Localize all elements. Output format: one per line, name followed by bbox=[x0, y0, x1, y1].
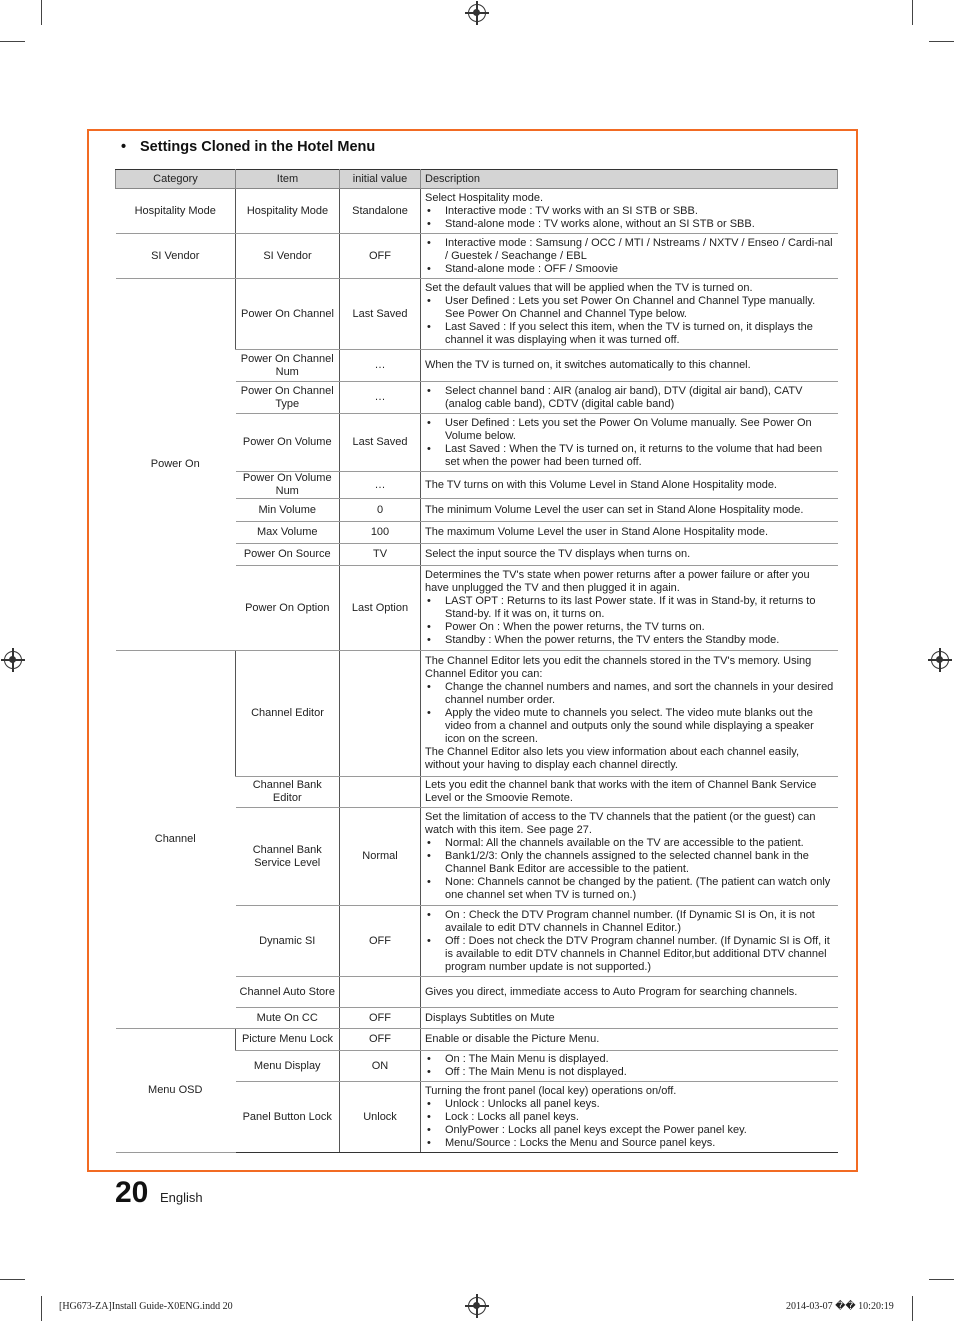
initial-value-cell: Unlock bbox=[340, 1082, 421, 1153]
initial-value-cell: TV bbox=[340, 544, 421, 566]
registration-mark-icon bbox=[931, 651, 949, 669]
description-bullet: • LAST OPT : Returns to its last Power state. If it was in Stand-by, it returns to Stand-by. If it was on, it turns on. bbox=[425, 595, 834, 621]
description-list bbox=[425, 909, 834, 974]
description-text: The Channel Editor lets you edit the channels stored in the TV's memory. Using Channel Editor you can: bbox=[425, 655, 812, 680]
description-bullet: • Off : The Main Menu is not displayed. bbox=[425, 1066, 834, 1079]
item-cell: Max Volume bbox=[236, 522, 340, 544]
description-list bbox=[425, 837, 834, 902]
description-text: The maximum Volume Level the user in Stand Alone Hospitality mode. bbox=[425, 526, 769, 538]
item-cell: Power On Option bbox=[236, 566, 340, 651]
crop-mark bbox=[929, 1279, 954, 1280]
crop-mark bbox=[929, 41, 954, 42]
crop-mark bbox=[41, 0, 42, 25]
description-bullet: • Lock : Locks all panel keys. bbox=[425, 1111, 834, 1124]
description-text: Determines the TV's state when power returns after a power failure or after you have unplugged the TV and then plugged it in again. bbox=[425, 569, 810, 594]
description-list bbox=[425, 681, 834, 746]
description-cell bbox=[421, 234, 838, 279]
initial-value-cell: 100 bbox=[340, 522, 421, 544]
description-list bbox=[425, 595, 834, 647]
description-cell bbox=[421, 279, 838, 350]
description-text: The TV turns on with this Volume Level in Stand Alone Hospitality mode. bbox=[425, 478, 777, 491]
description-cell bbox=[421, 777, 838, 808]
description-bullet: • Unlock : Unlocks all panel keys. bbox=[425, 1098, 834, 1111]
item-cell: Menu Display bbox=[236, 1051, 340, 1082]
description-bullet: • On : The Main Menu is displayed. bbox=[425, 1053, 834, 1066]
description-text: Select the input source the TV displays when turns on. bbox=[425, 548, 691, 560]
page-language: English bbox=[160, 1190, 203, 1205]
item-cell: Power On Channel bbox=[236, 279, 340, 350]
settings-table bbox=[115, 169, 838, 1153]
heading-bullet: • bbox=[121, 139, 127, 155]
description-cell bbox=[421, 566, 838, 651]
description-bullet: • Power On : When the power returns, the TV turns on. bbox=[425, 621, 834, 634]
description-cell bbox=[421, 414, 838, 472]
registration-mark-icon bbox=[468, 4, 486, 22]
header-initial-value: initial value bbox=[340, 170, 421, 189]
description-bullet: • Off : Does not check the DTV Program channel number. (If Dynamic SI is Off, it is available to edit DTV channels in Channel Editor,but additional DTV channel program number update is not supported.) bbox=[425, 935, 834, 974]
crop-mark bbox=[0, 41, 25, 42]
crop-mark bbox=[41, 1296, 42, 1321]
description-list bbox=[425, 295, 834, 347]
description-bullet: • Change the channel numbers and names, and sort the channels in your desired channel number order. bbox=[425, 681, 834, 707]
item-cell: Power On Channel Type bbox=[236, 382, 340, 414]
item-cell: Channel Editor bbox=[236, 651, 340, 777]
description-cell bbox=[421, 499, 838, 522]
registration-mark-icon bbox=[468, 1297, 486, 1315]
description-bullet: • OnlyPower : Locks all panel keys except the Power panel key. bbox=[425, 1124, 834, 1137]
description-cell bbox=[421, 382, 838, 414]
description-bullet: • Interactive mode : Samsung / OCC / MTI / Nstreams / NXTV / Enseo / Cardi-nal / Guestek / Seachange / EBL bbox=[425, 237, 834, 263]
initial-value-cell: Last Saved bbox=[340, 279, 421, 350]
description-text: Displays Subtitles on Mute bbox=[425, 1011, 555, 1024]
initial-value-cell: OFF bbox=[340, 1008, 421, 1029]
description-cell bbox=[421, 544, 838, 566]
initial-value-cell: OFF bbox=[340, 234, 421, 279]
description-list bbox=[425, 1053, 834, 1079]
description-text: Enable or disable the Picture Menu. bbox=[425, 1033, 600, 1045]
initial-value-cell: OFF bbox=[340, 1029, 421, 1051]
description-cell bbox=[421, 977, 838, 1008]
description-text: Set the default values that will be applied when the TV is turned on. bbox=[425, 281, 753, 294]
category-cell: Menu OSD bbox=[116, 1029, 236, 1153]
description-cell bbox=[421, 808, 838, 906]
heading-text: Settings Cloned in the Hotel Menu bbox=[140, 139, 376, 155]
crop-mark bbox=[912, 1296, 913, 1321]
description-bullet: • Stand-alone mode : TV works alone, without an SI STB or SBB. bbox=[425, 218, 834, 231]
table-row bbox=[116, 651, 838, 777]
description-text: The minimum Volume Level the user can set in Stand Alone Hospitality mode. bbox=[425, 503, 804, 516]
description-cell bbox=[421, 651, 838, 777]
table-body bbox=[116, 189, 838, 1153]
description-bullet: • Interactive mode : TV works with an SI STB or SBB. bbox=[425, 205, 834, 218]
crop-mark bbox=[0, 1279, 25, 1280]
description-cell bbox=[421, 1082, 838, 1153]
table-header-row bbox=[116, 170, 838, 189]
description-cell bbox=[421, 472, 838, 499]
category-cell: Hospitality Mode bbox=[116, 189, 236, 234]
description-cell bbox=[421, 906, 838, 977]
description-cell bbox=[421, 350, 838, 382]
initial-value-cell: … bbox=[340, 382, 421, 414]
category-cell: Power On bbox=[116, 279, 236, 651]
item-cell: Hospitality Mode bbox=[236, 189, 340, 234]
header-item: Item bbox=[236, 170, 340, 189]
description-bullet: • Normal: All the channels available on the TV are accessible to the patient. bbox=[425, 837, 834, 850]
description-bullet: • Menu/Source : Locks the Menu and Source panel keys. bbox=[425, 1137, 834, 1150]
description-list bbox=[425, 237, 834, 276]
description-bullet: • Stand-alone mode : OFF / Smoovie bbox=[425, 263, 834, 276]
description-list bbox=[425, 417, 834, 469]
item-cell: SI Vendor bbox=[236, 234, 340, 279]
item-cell: Min Volume bbox=[236, 499, 340, 522]
header-description: Description bbox=[421, 170, 838, 189]
page-number: 20 bbox=[115, 1176, 149, 1209]
description-cell bbox=[421, 1051, 838, 1082]
description-bullet: • On : Check the DTV Program channel number. (If Dynamic SI is On, it is not availale to edit DTV channels in Channel Editor.) bbox=[425, 909, 834, 935]
item-cell: Power On Volume Num bbox=[236, 472, 340, 499]
description-bullet: • Select channel band : AIR (analog air band), DTV (digital air band), CATV (analog cable band), CDTV (digital cable band) bbox=[425, 385, 834, 411]
description-bullet: • Last Saved : When the TV is turned on, it returns to the volume that had been set when the power had been turned off. bbox=[425, 443, 834, 469]
crop-mark bbox=[912, 0, 913, 25]
initial-value-cell: Standalone bbox=[340, 189, 421, 234]
item-cell: Power On Source bbox=[236, 544, 340, 566]
description-cell bbox=[421, 1029, 838, 1051]
item-cell: Mute On CC bbox=[236, 1008, 340, 1029]
initial-value-cell: ON bbox=[340, 1051, 421, 1082]
description-text: Turning the front panel (local key) operations on/off. bbox=[425, 1084, 677, 1097]
initial-value-cell: Normal bbox=[340, 808, 421, 906]
item-cell: Picture Menu Lock bbox=[236, 1029, 340, 1051]
description-text: The Channel Editor also lets you view information about each channel easily, without your having to display each channel directly. bbox=[425, 746, 800, 771]
initial-value-cell: Last Option bbox=[340, 566, 421, 651]
description-text: Select Hospitality mode. bbox=[425, 191, 543, 204]
initial-value-cell bbox=[340, 777, 421, 808]
initial-value-cell bbox=[340, 651, 421, 777]
item-cell: Channel Bank Editor bbox=[236, 777, 340, 808]
section-heading bbox=[121, 139, 375, 155]
item-cell: Channel Bank Service Level bbox=[236, 808, 340, 906]
description-list bbox=[425, 385, 834, 411]
initial-value-cell: OFF bbox=[340, 906, 421, 977]
category-cell: Channel bbox=[116, 651, 236, 1029]
item-cell: Channel Auto Store bbox=[236, 977, 340, 1008]
description-bullet: • User Defined : Lets you set Power On Channel and Channel Type manually. See Power On Channel and Channel Type below. bbox=[425, 295, 834, 321]
description-bullet: • Last Saved : If you select this item, when the TV is turned on, it displays the channel it was displaying when it was turned off. bbox=[425, 321, 834, 347]
description-text: Set the limitation of access to the TV channels that the patient (or the guest) can watch with this item. See page 27. bbox=[425, 811, 816, 836]
description-bullet: • Standby : When the power returns, the TV enters the Standby mode. bbox=[425, 634, 834, 647]
description-bullet: • Apply the video mute to channels you select. The video mute blanks out the video from a channel and outputs only the sound while displaying a speaker icon on the screen. bbox=[425, 707, 834, 746]
footer-timestamp: 2014-03-07 �� 10:20:19 bbox=[786, 1301, 894, 1312]
description-list bbox=[425, 205, 834, 231]
initial-value-cell bbox=[340, 977, 421, 1008]
description-cell bbox=[421, 189, 838, 234]
item-cell: Power On Channel Num bbox=[236, 350, 340, 382]
header-category: Category bbox=[116, 170, 236, 189]
initial-value-cell: … bbox=[340, 472, 421, 499]
footer-filename: [HG673-ZA]Install Guide-X0ENG.indd 20 bbox=[59, 1301, 233, 1312]
category-cell: SI Vendor bbox=[116, 234, 236, 279]
description-text: When the TV is turned on, it switches automatically to this channel. bbox=[425, 359, 751, 371]
description-text: Lets you edit the channel bank that works with the item of Channel Bank Service Level or the Smoovie Remote. bbox=[425, 779, 817, 804]
item-cell: Panel Button Lock bbox=[236, 1082, 340, 1153]
registration-mark-icon bbox=[4, 651, 22, 669]
description-bullet: • None: Channels cannot be changed by the patient. (The patient can watch only one channel set when TV is turned on.) bbox=[425, 876, 834, 902]
table-row bbox=[116, 279, 838, 350]
table-row bbox=[116, 234, 838, 279]
table-row bbox=[116, 1029, 838, 1051]
description-text: Gives you direct, immediate access to Auto Program for searching channels. bbox=[425, 985, 798, 998]
item-cell: Power On Volume bbox=[236, 414, 340, 472]
initial-value-cell: 0 bbox=[340, 499, 421, 522]
description-bullet: • User Defined : Lets you set the Power On Volume manually. See Power On Volume below. bbox=[425, 417, 834, 443]
initial-value-cell: … bbox=[340, 350, 421, 382]
description-cell bbox=[421, 522, 838, 544]
description-bullet: • Bank1/2/3: Only the channels assigned to the selected channel bank in the Channel Bank Editor are accessible to the patient. bbox=[425, 850, 834, 876]
description-list bbox=[425, 1098, 834, 1150]
description-cell bbox=[421, 1008, 838, 1029]
initial-value-cell: Last Saved bbox=[340, 414, 421, 472]
table-row bbox=[116, 189, 838, 234]
item-cell: Dynamic SI bbox=[236, 906, 340, 977]
